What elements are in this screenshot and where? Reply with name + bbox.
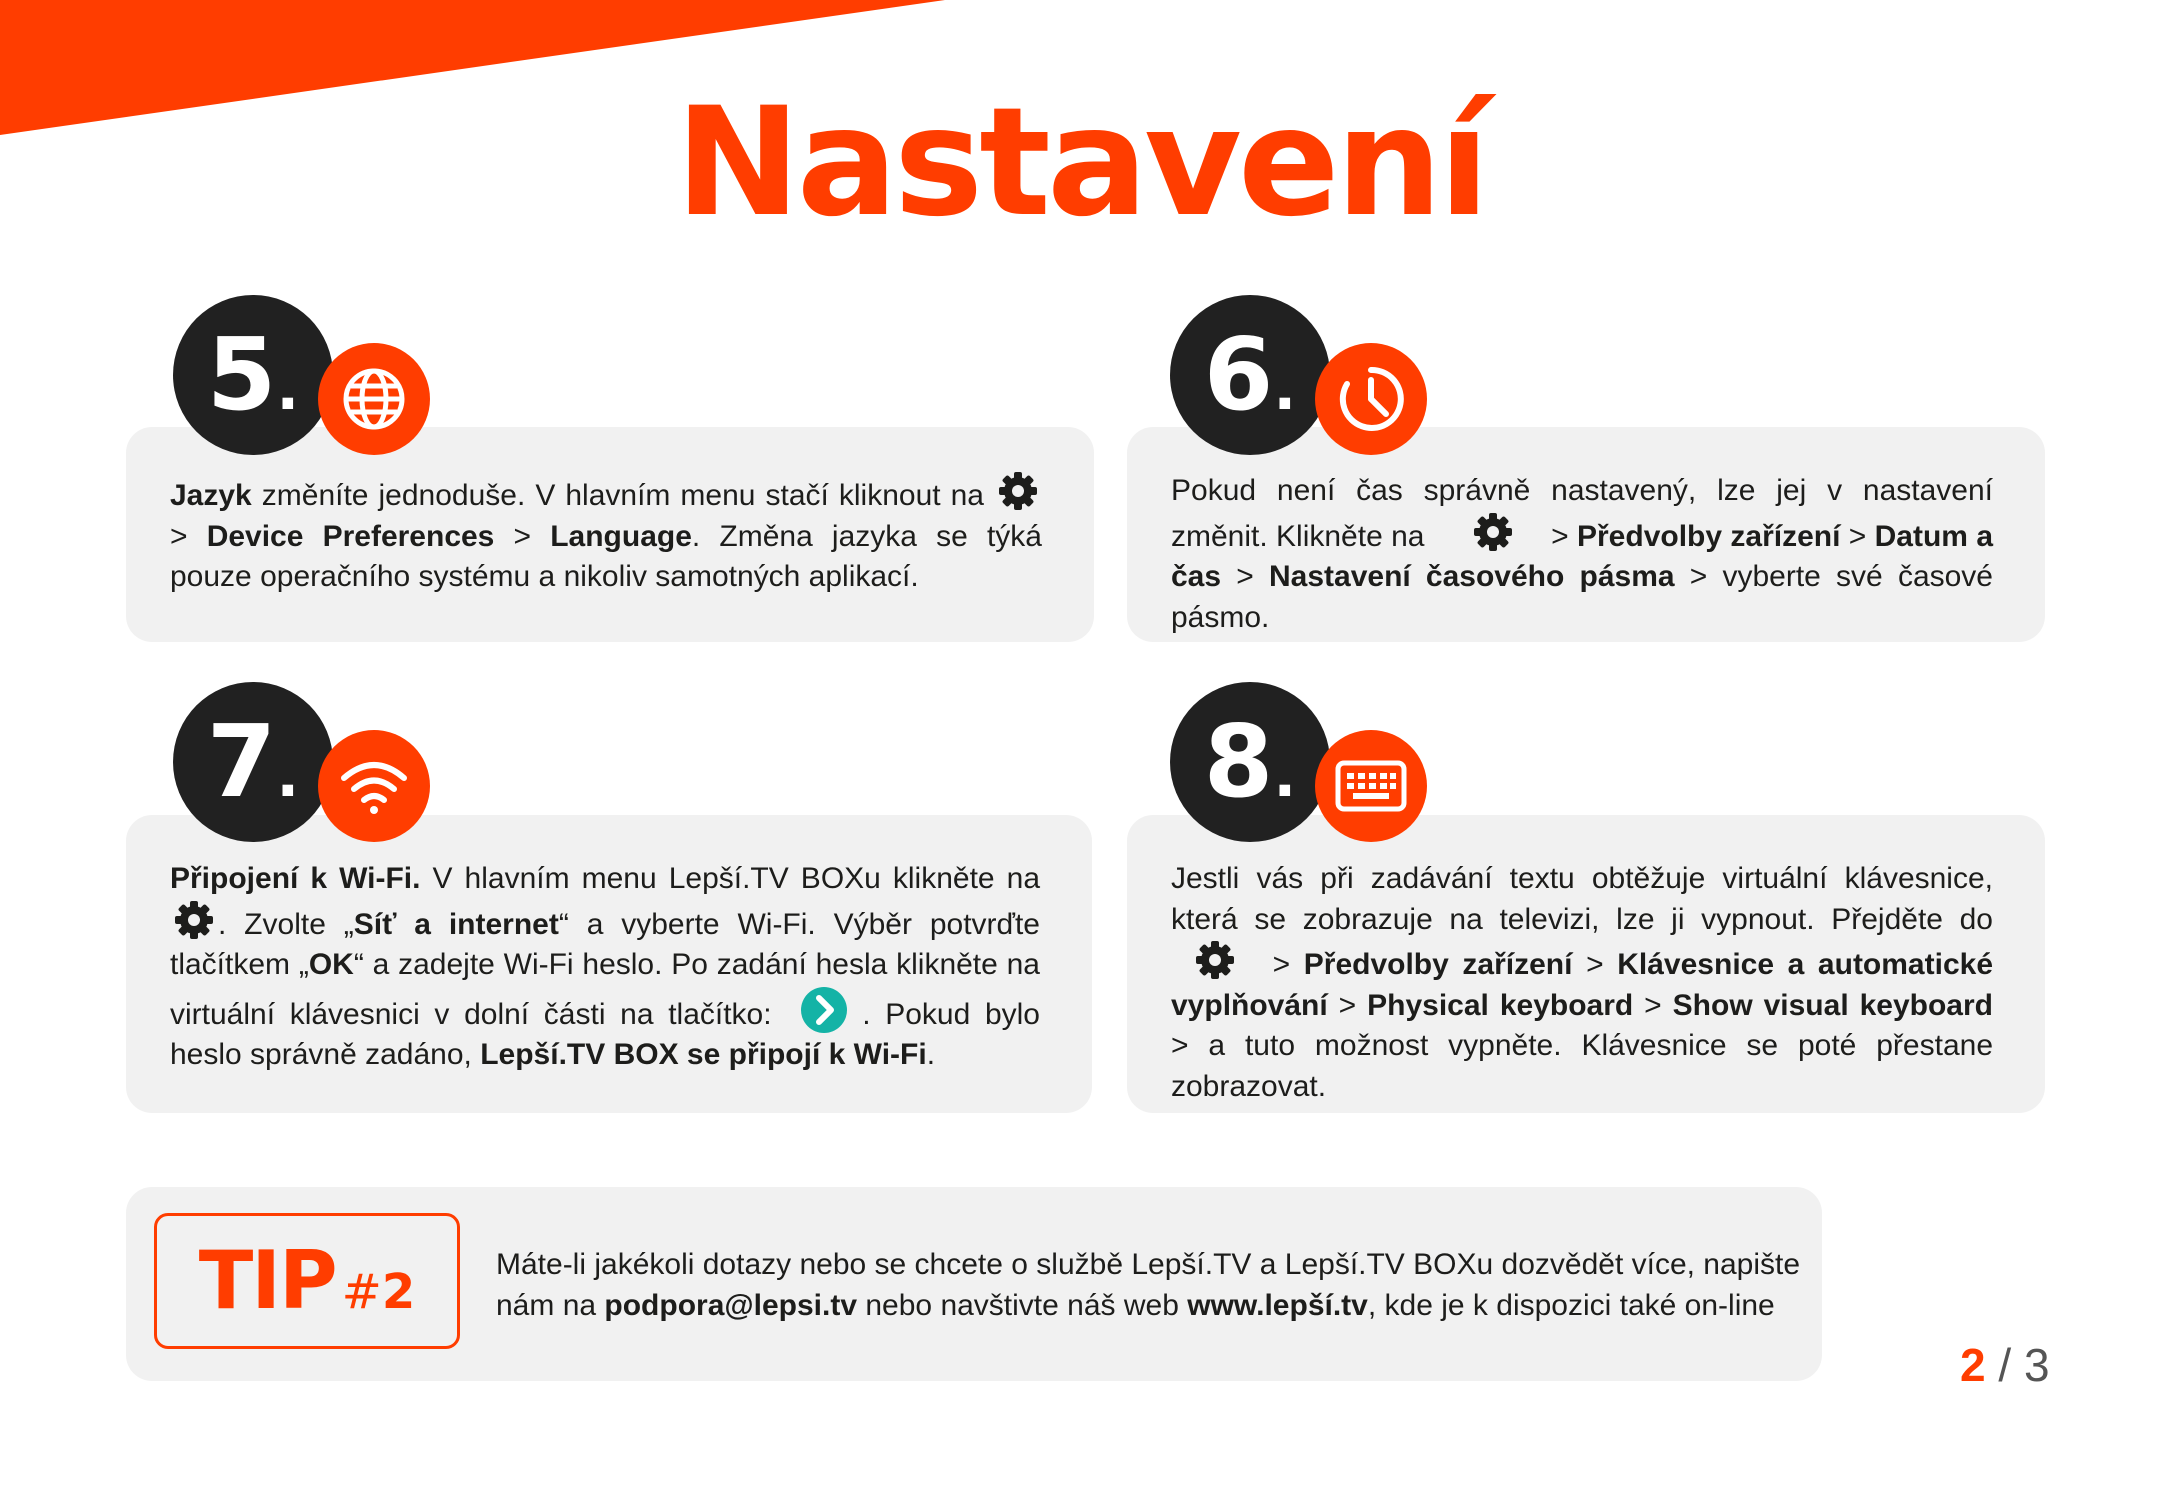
step-7-text: Připojení k Wi-Fi. V hlavním menu Lepší.TV BOXu klikněte na . Zvolte „Síť a internet“ a vyberte Wi-Fi. Výběr potvrďte tlačítkem „OK“ a zadejte Wi-Fi heslo. Po zadání hesla klikněte na virtuální klávesnici v dolní části na tlačítko: . Pokud bylo heslo správně zadáno, Lepší.TV BOX se připojí k Wi-Fi. xyxy=(170,862,1040,1071)
page-title: Nastavení xyxy=(675,76,1486,250)
step-6-text: Pokud není čas správně nastavený, lze jej v nastavení změnit. Klikněte na > Předvolby zařízení > Datum a čas > Nastavení časového pásma > vyberte své časové pásmo. xyxy=(1171,474,1993,634)
tip-badge: TIP #2 xyxy=(154,1213,460,1349)
support-email-link[interactable]: podpora@lepsi.tv xyxy=(604,1288,858,1322)
step-7-number-badge: 7. xyxy=(173,682,333,842)
settings-gear-icon xyxy=(1473,512,1513,552)
step-5-icon-badge xyxy=(318,343,430,455)
next-arrow-button-icon xyxy=(800,986,848,1034)
website-link[interactable]: www.lepší.tv xyxy=(1187,1288,1368,1322)
step-7-card xyxy=(126,815,1092,1113)
wifi-icon xyxy=(339,756,409,816)
tip-text: Máte-li jakékoli dotazy nebo se chcete o službě Lepší.TV a Lepší.TV BOXu dozvědět více, napište nám na podpora@lepsi.tv nebo navštivte náš web www.lepší.tv, kde je k dispozici také on-line xyxy=(496,1248,1801,1322)
step-8-icon-badge xyxy=(1315,730,1427,842)
globe-icon xyxy=(341,366,407,432)
settings-gear-icon xyxy=(1195,940,1235,980)
step-6-icon-badge xyxy=(1315,343,1427,455)
step-8-card xyxy=(1127,815,2045,1113)
keyboard-icon xyxy=(1335,760,1407,812)
step-8-text: Jestli vás při zadávání textu obtěžuje virtuální klávesnice, která se zobrazuje na televizi, lze ji vypnout. Přejděte do > Předvolby zařízení > Klávesnice a automatické vyplňování > Physical keyboard > Show visual keyboard > a tuto možnost vypněte. Klávesnice se poté přestane zobrazovat. xyxy=(1171,862,1993,1103)
settings-gear-icon xyxy=(998,471,1038,511)
step-6-number-badge: 6. xyxy=(1170,295,1330,455)
settings-gear-icon xyxy=(174,900,214,940)
page-indicator: 2 / 3 xyxy=(1960,1339,2050,1391)
clock-icon xyxy=(1338,366,1404,432)
step-5-text: Jazyk změníte jednoduše. V hlavním menu stačí kliknout na > Device Preferences > Language. Změna jazyka se týká pouze operačního systému a nikoliv samotných aplikací. xyxy=(170,471,1042,598)
step-7-icon-badge xyxy=(318,730,430,842)
step-6-card xyxy=(1127,427,2045,642)
step-5-number-badge: 5. xyxy=(173,295,333,455)
tip-panel xyxy=(126,1187,1822,1381)
step-8-number-badge: 8. xyxy=(1170,682,1330,842)
step-5-card xyxy=(126,427,1094,642)
